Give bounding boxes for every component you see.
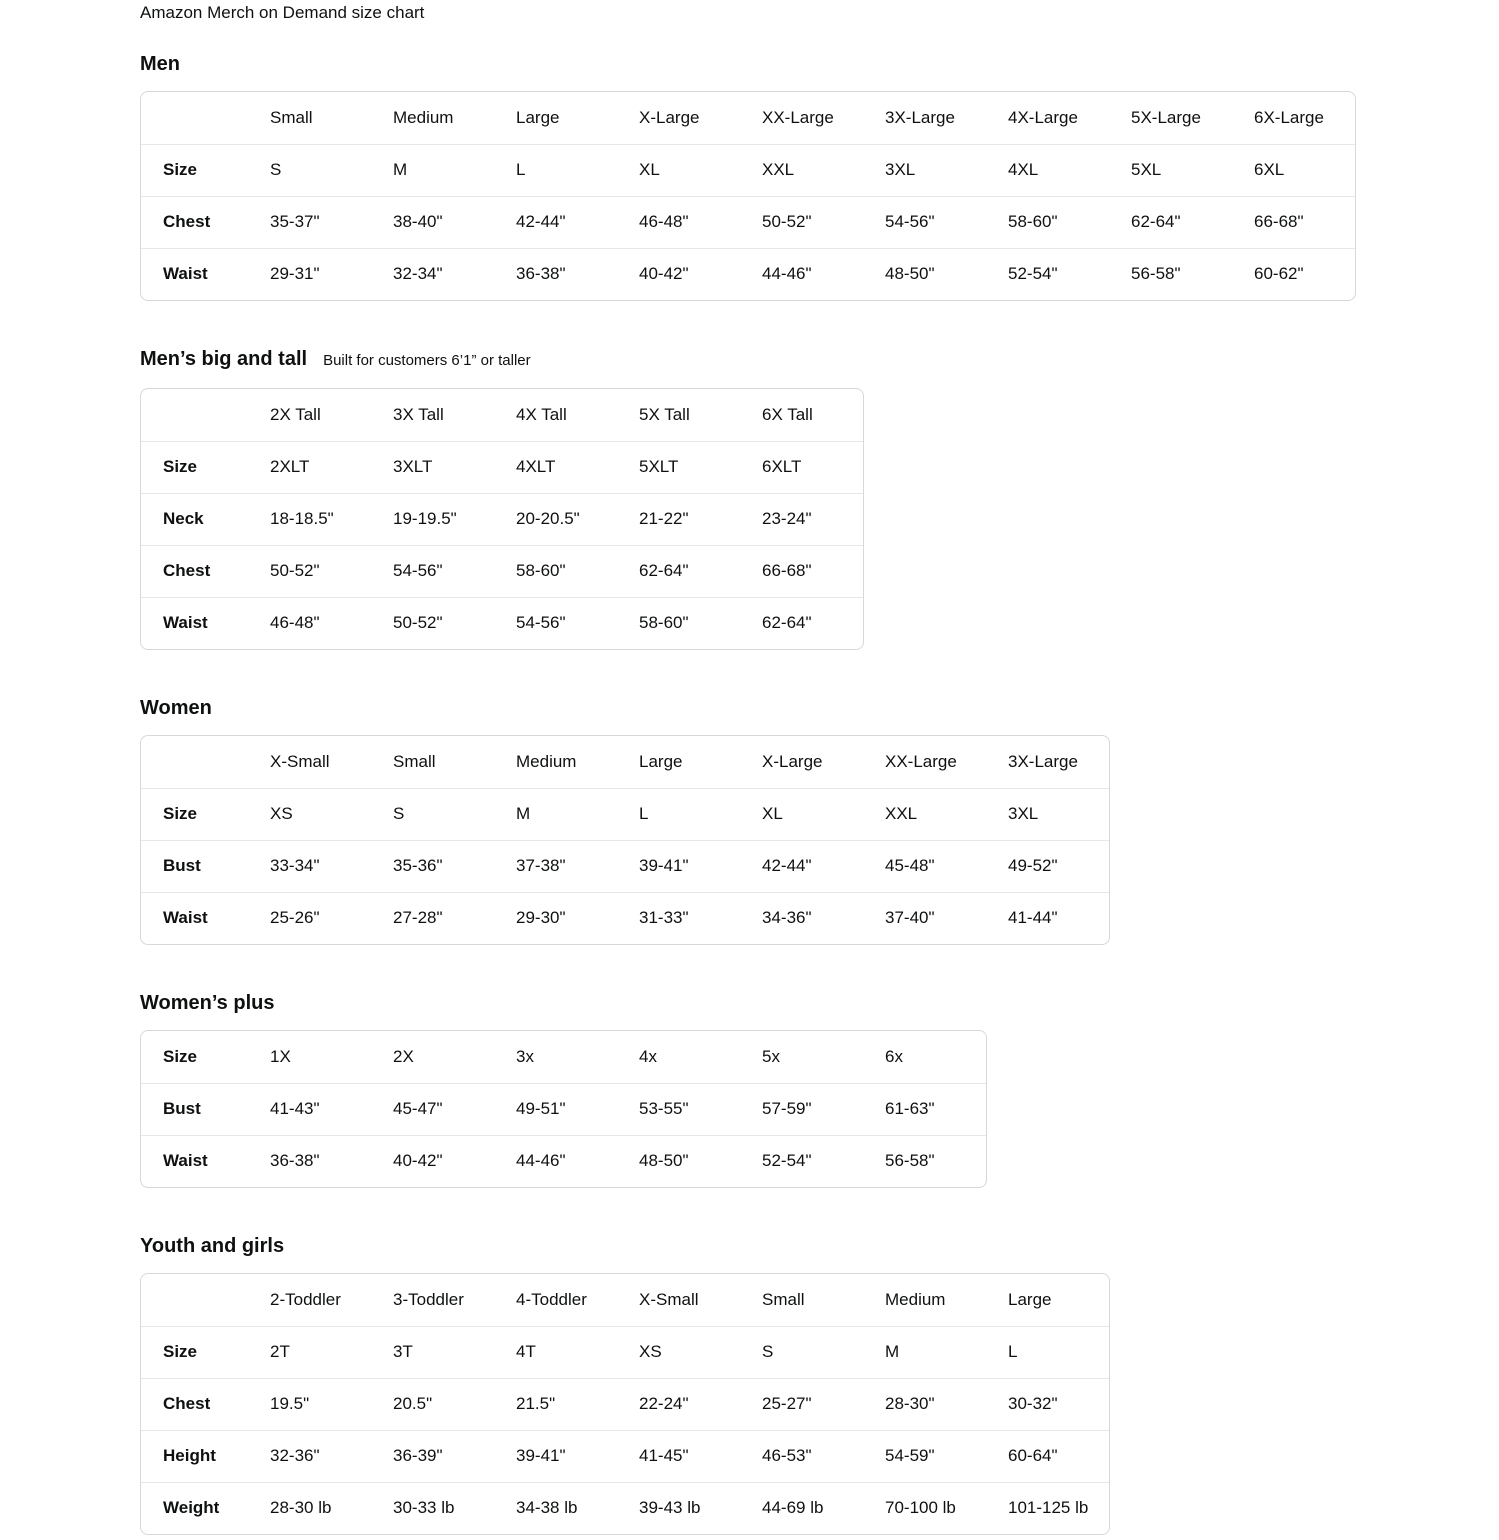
size-cell: 27-28": [371, 892, 494, 944]
size-cell: 1X: [270, 1046, 291, 1066]
column-header: 2X Tall: [248, 389, 371, 441]
size-cell: 19-19.5": [371, 493, 494, 545]
size-cell: 44-46": [740, 248, 863, 300]
row-label: Size: [163, 1046, 198, 1066]
size-cell: 20-20.5": [494, 493, 617, 545]
size-cell: 45-47": [371, 1083, 494, 1135]
row-label: Neck: [141, 493, 248, 545]
size-cell: 44-46": [494, 1135, 617, 1187]
page-title: Amazon Merch on Demand size chart: [140, 3, 425, 22]
size-cell: 53-55": [617, 1083, 740, 1135]
section-heading-row: [140, 51, 1499, 77]
section-womens-plus: [140, 990, 1499, 1193]
table-row-chest: [141, 1378, 1109, 1430]
table-row-size: [141, 1326, 1109, 1378]
size-cell: 52-54": [986, 248, 1109, 300]
size-cell: 56-58": [863, 1135, 986, 1187]
size-cell: 2X: [393, 1046, 414, 1066]
section-men: [140, 51, 1499, 306]
row-label: Size: [163, 457, 198, 476]
size-cell: L: [516, 160, 526, 179]
size-cell: 52-54": [740, 1135, 863, 1187]
table-row-bust: [141, 840, 1109, 892]
column-header: Medium: [371, 92, 494, 144]
size-cell: 5x: [762, 1046, 780, 1066]
size-cell: 6x: [885, 1046, 903, 1066]
column-header: 6X-Large: [1232, 92, 1355, 144]
size-chart-sections: [140, 51, 1499, 1540]
row-label: Height: [141, 1430, 248, 1482]
column-header: 5X-Large: [1109, 92, 1232, 144]
row-label: Weight: [141, 1482, 248, 1534]
size-cell: 39-41": [494, 1430, 617, 1482]
size-cell: 36-38": [248, 1135, 371, 1187]
column-header: Large: [494, 92, 617, 144]
section-heading-row: [140, 1233, 1499, 1259]
size-cell: 29-31": [248, 248, 371, 300]
size-cell: 35-37": [248, 196, 371, 248]
section-heading: Youth and girls: [140, 1235, 285, 1257]
size-cell: L: [639, 804, 649, 823]
row-label: Chest: [141, 1378, 248, 1430]
size-cell: 41-43": [248, 1083, 371, 1135]
size-cell: 25-26": [248, 892, 371, 944]
size-cell: L: [1008, 1342, 1018, 1361]
size-cell: 19.5": [248, 1378, 371, 1430]
size-cell: 54-56": [863, 196, 986, 248]
size-table-wrap: [140, 388, 864, 650]
size-cell: XXL: [762, 160, 795, 179]
size-cell: XL: [639, 160, 660, 179]
size-cell: 36-38": [494, 248, 617, 300]
size-cell: XXL: [885, 804, 918, 823]
size-cell: 40-42": [371, 1135, 494, 1187]
column-header: 4X Tall: [494, 389, 617, 441]
table-row-bust: [141, 1083, 986, 1135]
column-header: Large: [617, 736, 740, 788]
table-row-chest: [141, 545, 863, 597]
size-cell: 5XLT: [639, 457, 679, 476]
table-row-size: [141, 441, 863, 493]
column-header: XX-Large: [863, 736, 986, 788]
size-cell: 42-44": [740, 840, 863, 892]
size-cell: 2XLT: [270, 457, 310, 476]
size-cell: 41-45": [617, 1430, 740, 1482]
size-cell: 30-32": [986, 1378, 1109, 1430]
size-cell: 4T: [516, 1342, 536, 1361]
size-cell: 49-52": [986, 840, 1109, 892]
size-cell: 34-38 lb: [494, 1482, 617, 1534]
size-cell: 21.5": [494, 1378, 617, 1430]
section-heading-row: [140, 695, 1499, 721]
corner-cell: [141, 389, 248, 441]
size-cell: 39-43 lb: [617, 1482, 740, 1534]
size-cell: 60-64": [986, 1430, 1109, 1482]
column-header: 4X-Large: [986, 92, 1109, 144]
size-cell: 41-44": [986, 892, 1109, 944]
size-cell: 46-53": [740, 1430, 863, 1482]
table-row-weight: [141, 1482, 1109, 1534]
section-heading-row: [140, 990, 1499, 1016]
table-row-waist: [141, 892, 1109, 944]
size-cell: 3XL: [885, 160, 916, 179]
row-label: Size: [163, 804, 198, 823]
column-header: 3X-Large: [986, 736, 1109, 788]
size-cell: S: [270, 160, 282, 179]
table-row-chest: [141, 196, 1355, 248]
row-label: Bust: [141, 1083, 248, 1135]
size-cell: 28-30": [863, 1378, 986, 1430]
corner-cell: [141, 736, 248, 788]
size-cell: 58-60": [617, 597, 740, 649]
size-table-wrap: [140, 1273, 1110, 1535]
size-cell: 40-42": [617, 248, 740, 300]
table-row-neck: [141, 493, 863, 545]
column-header: Large: [986, 1274, 1109, 1326]
size-cell: 35-36": [371, 840, 494, 892]
column-header-row: [141, 389, 863, 441]
section-heading: Men’s big and tall: [140, 348, 308, 370]
section-heading: Men: [140, 53, 180, 75]
section-mens-big-and-tall: [140, 346, 1499, 655]
size-cell: 3XL: [1008, 804, 1039, 823]
size-cell: 22-24": [617, 1378, 740, 1430]
size-cell: 31-33": [617, 892, 740, 944]
size-cell: 6XLT: [762, 457, 802, 476]
size-cell: 62-64": [1109, 196, 1232, 248]
row-label: Size: [163, 1342, 198, 1361]
row-label: Waist: [141, 892, 248, 944]
table-row-size: [141, 144, 1355, 196]
column-header-row: [141, 92, 1355, 144]
column-header: Medium: [494, 736, 617, 788]
column-header: 4-Toddler: [494, 1274, 617, 1326]
size-cell: XL: [762, 804, 783, 823]
size-cell: 54-56": [371, 545, 494, 597]
size-cell: 49-51": [494, 1083, 617, 1135]
size-table: [141, 1274, 1109, 1534]
size-cell: XS: [639, 1342, 662, 1361]
size-table-wrap: [140, 91, 1356, 301]
size-cell: 4XLT: [516, 457, 556, 476]
size-cell: 23-24": [740, 493, 863, 545]
size-cell: M: [885, 1342, 900, 1361]
corner-cell: [141, 92, 248, 144]
column-header: 3-Toddler: [371, 1274, 494, 1326]
table-row-size: [141, 788, 1109, 840]
column-header: 3X Tall: [371, 389, 494, 441]
column-header: XX-Large: [740, 92, 863, 144]
size-cell: 18-18.5": [248, 493, 371, 545]
column-header: 2-Toddler: [248, 1274, 371, 1326]
size-cell: 34-36": [740, 892, 863, 944]
size-cell: 58-60": [494, 545, 617, 597]
section-youth-and-girls: [140, 1233, 1499, 1540]
size-cell: 60-62": [1232, 248, 1355, 300]
column-header: Small: [248, 92, 371, 144]
size-cell: 36-39": [371, 1430, 494, 1482]
size-cell: 42-44": [494, 196, 617, 248]
size-cell: 32-36": [248, 1430, 371, 1482]
size-cell: 46-48": [248, 597, 371, 649]
size-table: [141, 736, 1109, 944]
section-heading-row: [140, 346, 1499, 374]
size-cell: 33-34": [248, 840, 371, 892]
column-header: X-Small: [248, 736, 371, 788]
column-header-row: [141, 1274, 1109, 1326]
column-header: X-Small: [617, 1274, 740, 1326]
section-subtitle: Built for customers 6’1” or taller: [323, 352, 531, 369]
size-cell: 25-27": [740, 1378, 863, 1430]
size-cell: 30-33 lb: [371, 1482, 494, 1534]
size-cell: 4XL: [1008, 160, 1039, 179]
size-cell: 3T: [393, 1342, 413, 1361]
row-label: Size: [163, 160, 198, 179]
size-table: [141, 1031, 986, 1187]
size-cell: 38-40": [371, 196, 494, 248]
size-cell: 32-34": [371, 248, 494, 300]
size-cell: 21-22": [617, 493, 740, 545]
size-cell: 5XL: [1131, 160, 1162, 179]
table-row-waist: [141, 248, 1355, 300]
size-cell: 29-30": [494, 892, 617, 944]
table-row-waist: [141, 597, 863, 649]
row-label: Chest: [141, 196, 248, 248]
column-header: Small: [740, 1274, 863, 1326]
size-cell: 46-48": [617, 196, 740, 248]
size-cell: 39-41": [617, 840, 740, 892]
column-header: X-Large: [740, 736, 863, 788]
size-cell: 20.5": [371, 1378, 494, 1430]
column-header: 5X Tall: [617, 389, 740, 441]
row-label: Bust: [141, 840, 248, 892]
corner-cell: [141, 1274, 248, 1326]
size-cell: 50-52": [740, 196, 863, 248]
size-cell: 66-68": [1232, 196, 1355, 248]
size-cell: S: [393, 804, 405, 823]
row-label: Waist: [141, 597, 248, 649]
column-header-row: [141, 736, 1109, 788]
size-cell: 45-48": [863, 840, 986, 892]
size-cell: 3XLT: [393, 457, 433, 476]
section-women: [140, 695, 1499, 950]
size-table-wrap: [140, 735, 1110, 945]
size-cell: 61-63": [863, 1083, 986, 1135]
row-label: Chest: [141, 545, 248, 597]
column-header: X-Large: [617, 92, 740, 144]
size-cell: 6XL: [1254, 160, 1285, 179]
size-cell: 37-38": [494, 840, 617, 892]
size-cell: S: [762, 1342, 774, 1361]
section-heading: Women’s plus: [140, 992, 275, 1014]
column-header: 6X Tall: [740, 389, 863, 441]
section-heading: Women: [140, 697, 212, 719]
size-cell: 56-58": [1109, 248, 1232, 300]
size-table: [141, 389, 863, 649]
size-cell: 62-64": [740, 597, 863, 649]
size-cell: 62-64": [617, 545, 740, 597]
size-cell: 54-56": [494, 597, 617, 649]
size-cell: XS: [270, 804, 293, 823]
size-cell: 66-68": [740, 545, 863, 597]
size-cell: 50-52": [371, 597, 494, 649]
size-cell: 70-100 lb: [863, 1482, 986, 1534]
size-cell: 101-125 lb: [986, 1482, 1109, 1534]
size-cell: 48-50": [617, 1135, 740, 1187]
size-cell: 57-59": [740, 1083, 863, 1135]
size-cell: 37-40": [863, 892, 986, 944]
size-cell: 58-60": [986, 196, 1109, 248]
size-cell: M: [516, 804, 531, 823]
column-header: 3X-Large: [863, 92, 986, 144]
size-cell: 50-52": [248, 545, 371, 597]
table-row-height: [141, 1430, 1109, 1482]
size-cell: 48-50": [863, 248, 986, 300]
column-header: Medium: [863, 1274, 986, 1326]
size-cell: 3x: [516, 1046, 534, 1066]
size-table: [141, 92, 1355, 300]
column-header: Small: [371, 736, 494, 788]
size-cell: 28-30 lb: [248, 1482, 371, 1534]
row-label: Waist: [141, 248, 248, 300]
size-cell: 54-59": [863, 1430, 986, 1482]
table-row-size: [141, 1031, 986, 1083]
size-cell: M: [393, 160, 408, 179]
table-row-waist: [141, 1135, 986, 1187]
size-cell: 44-69 lb: [740, 1482, 863, 1534]
row-label: Waist: [141, 1135, 248, 1187]
size-cell: 4x: [639, 1046, 657, 1066]
size-cell: 2T: [270, 1342, 290, 1361]
size-table-wrap: [140, 1030, 987, 1188]
